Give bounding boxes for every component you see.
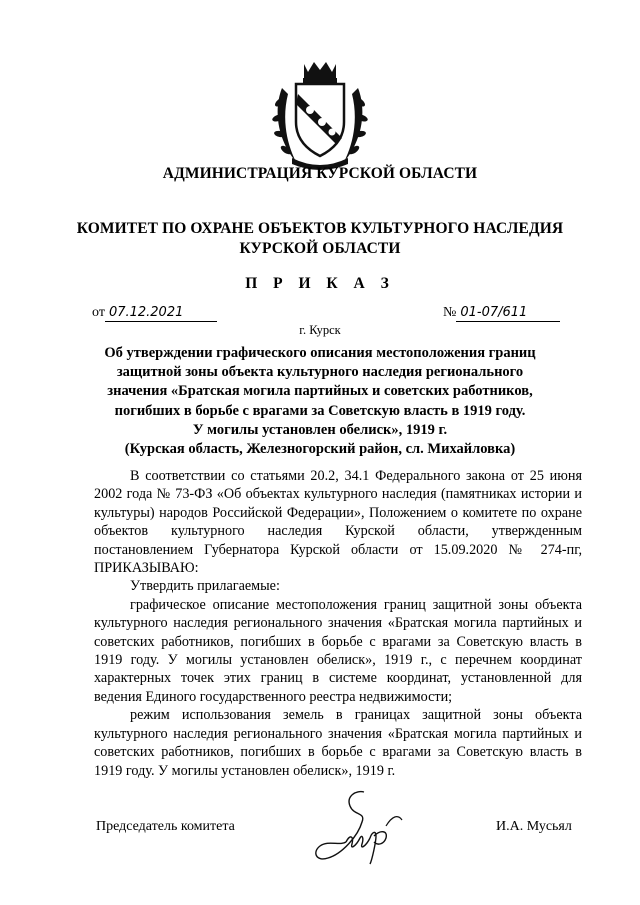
title-line: защитной зоны объекта культурного наследия регионального — [116, 364, 524, 381]
body-paragraph: режим использования земель в границах защитной зоны объекта культурного наследия регионального значения «Братская могила партийных и советских работников, погибших в борьбе с врагами за Советскую власть в 1919 году. У могилы установлен обелиск», 1919 г. — [94, 707, 582, 779]
title-line: погибших в борьбе с врагами за Советскую власть в 1919 году. — [114, 402, 526, 419]
signatory-position: Председатель комитета — [96, 819, 235, 834]
body-paragraph: Утвердить прилагаемые: — [130, 578, 280, 595]
document-type-heading: П Р И К А З — [245, 275, 395, 292]
administration-heading: АДМИНИСТРАЦИЯ КУРСКОЙ ОБЛАСТИ — [162, 165, 478, 182]
title-line: Об утверждении графического описания местоположения границ — [104, 345, 536, 361]
document-body — [94, 467, 582, 780]
committee-heading — [0, 219, 640, 259]
body-paragraph: графическое описание местоположения границ защитной зоны объекта культурного наследия регионального значения «Братская могила партийных и советских работников, погибших в борьбе с врагами за Советскую власть в 1919 году. У могилы установлен обелиск», 1919 г., с перечнем координат характерных точек этих границ в системе координат, установленной для ведения Единого государственного реестра недвижимости; — [94, 596, 582, 705]
number-field — [443, 305, 560, 322]
number-value: 01-07/611 — [456, 305, 560, 322]
signatory-name: И.А. Мусьял — [496, 819, 572, 834]
committee-heading-line: КУРСКОЙ ОБЛАСТИ — [239, 240, 401, 257]
committee-heading-line: КОМИТЕТ ПО ОХРАНЕ ОБЪЕКТОВ КУЛЬТУРНОГО НАСЛЕДИЯ — [76, 220, 564, 237]
handwritten-signature — [306, 786, 416, 866]
title-line: значения «Братская могила партийных и советских работников, — [107, 383, 533, 400]
body-paragraph: В соответствии со статьями 20.2, 34.1 Федерального закона от 25 июня 2002 года № 73-ФЗ «Об объектах культурного наследия (памятниках истории и культуры) народов Российской Федерации», Положением о комитете по охране объектов культурного наследия Курской области, утвержденным постановлением Губернатора Курской области от 15.09.2020 № 274-пг, ПРИКАЗЫВАЮ: — [94, 468, 582, 577]
city-label: г. Курск — [299, 323, 341, 337]
title-line: (Курская область, Железногорский район, сл. Михайловка) — [124, 441, 516, 458]
title-line: У могилы установлен обелиск», 1919 г. — [192, 421, 448, 438]
date-value: 07.12.2021 — [105, 305, 217, 322]
date-field — [92, 305, 217, 322]
coat-of-arms-emblem — [268, 58, 372, 172]
document-title — [0, 344, 640, 459]
date-prefix: от — [92, 305, 105, 320]
number-prefix: № — [443, 305, 457, 320]
